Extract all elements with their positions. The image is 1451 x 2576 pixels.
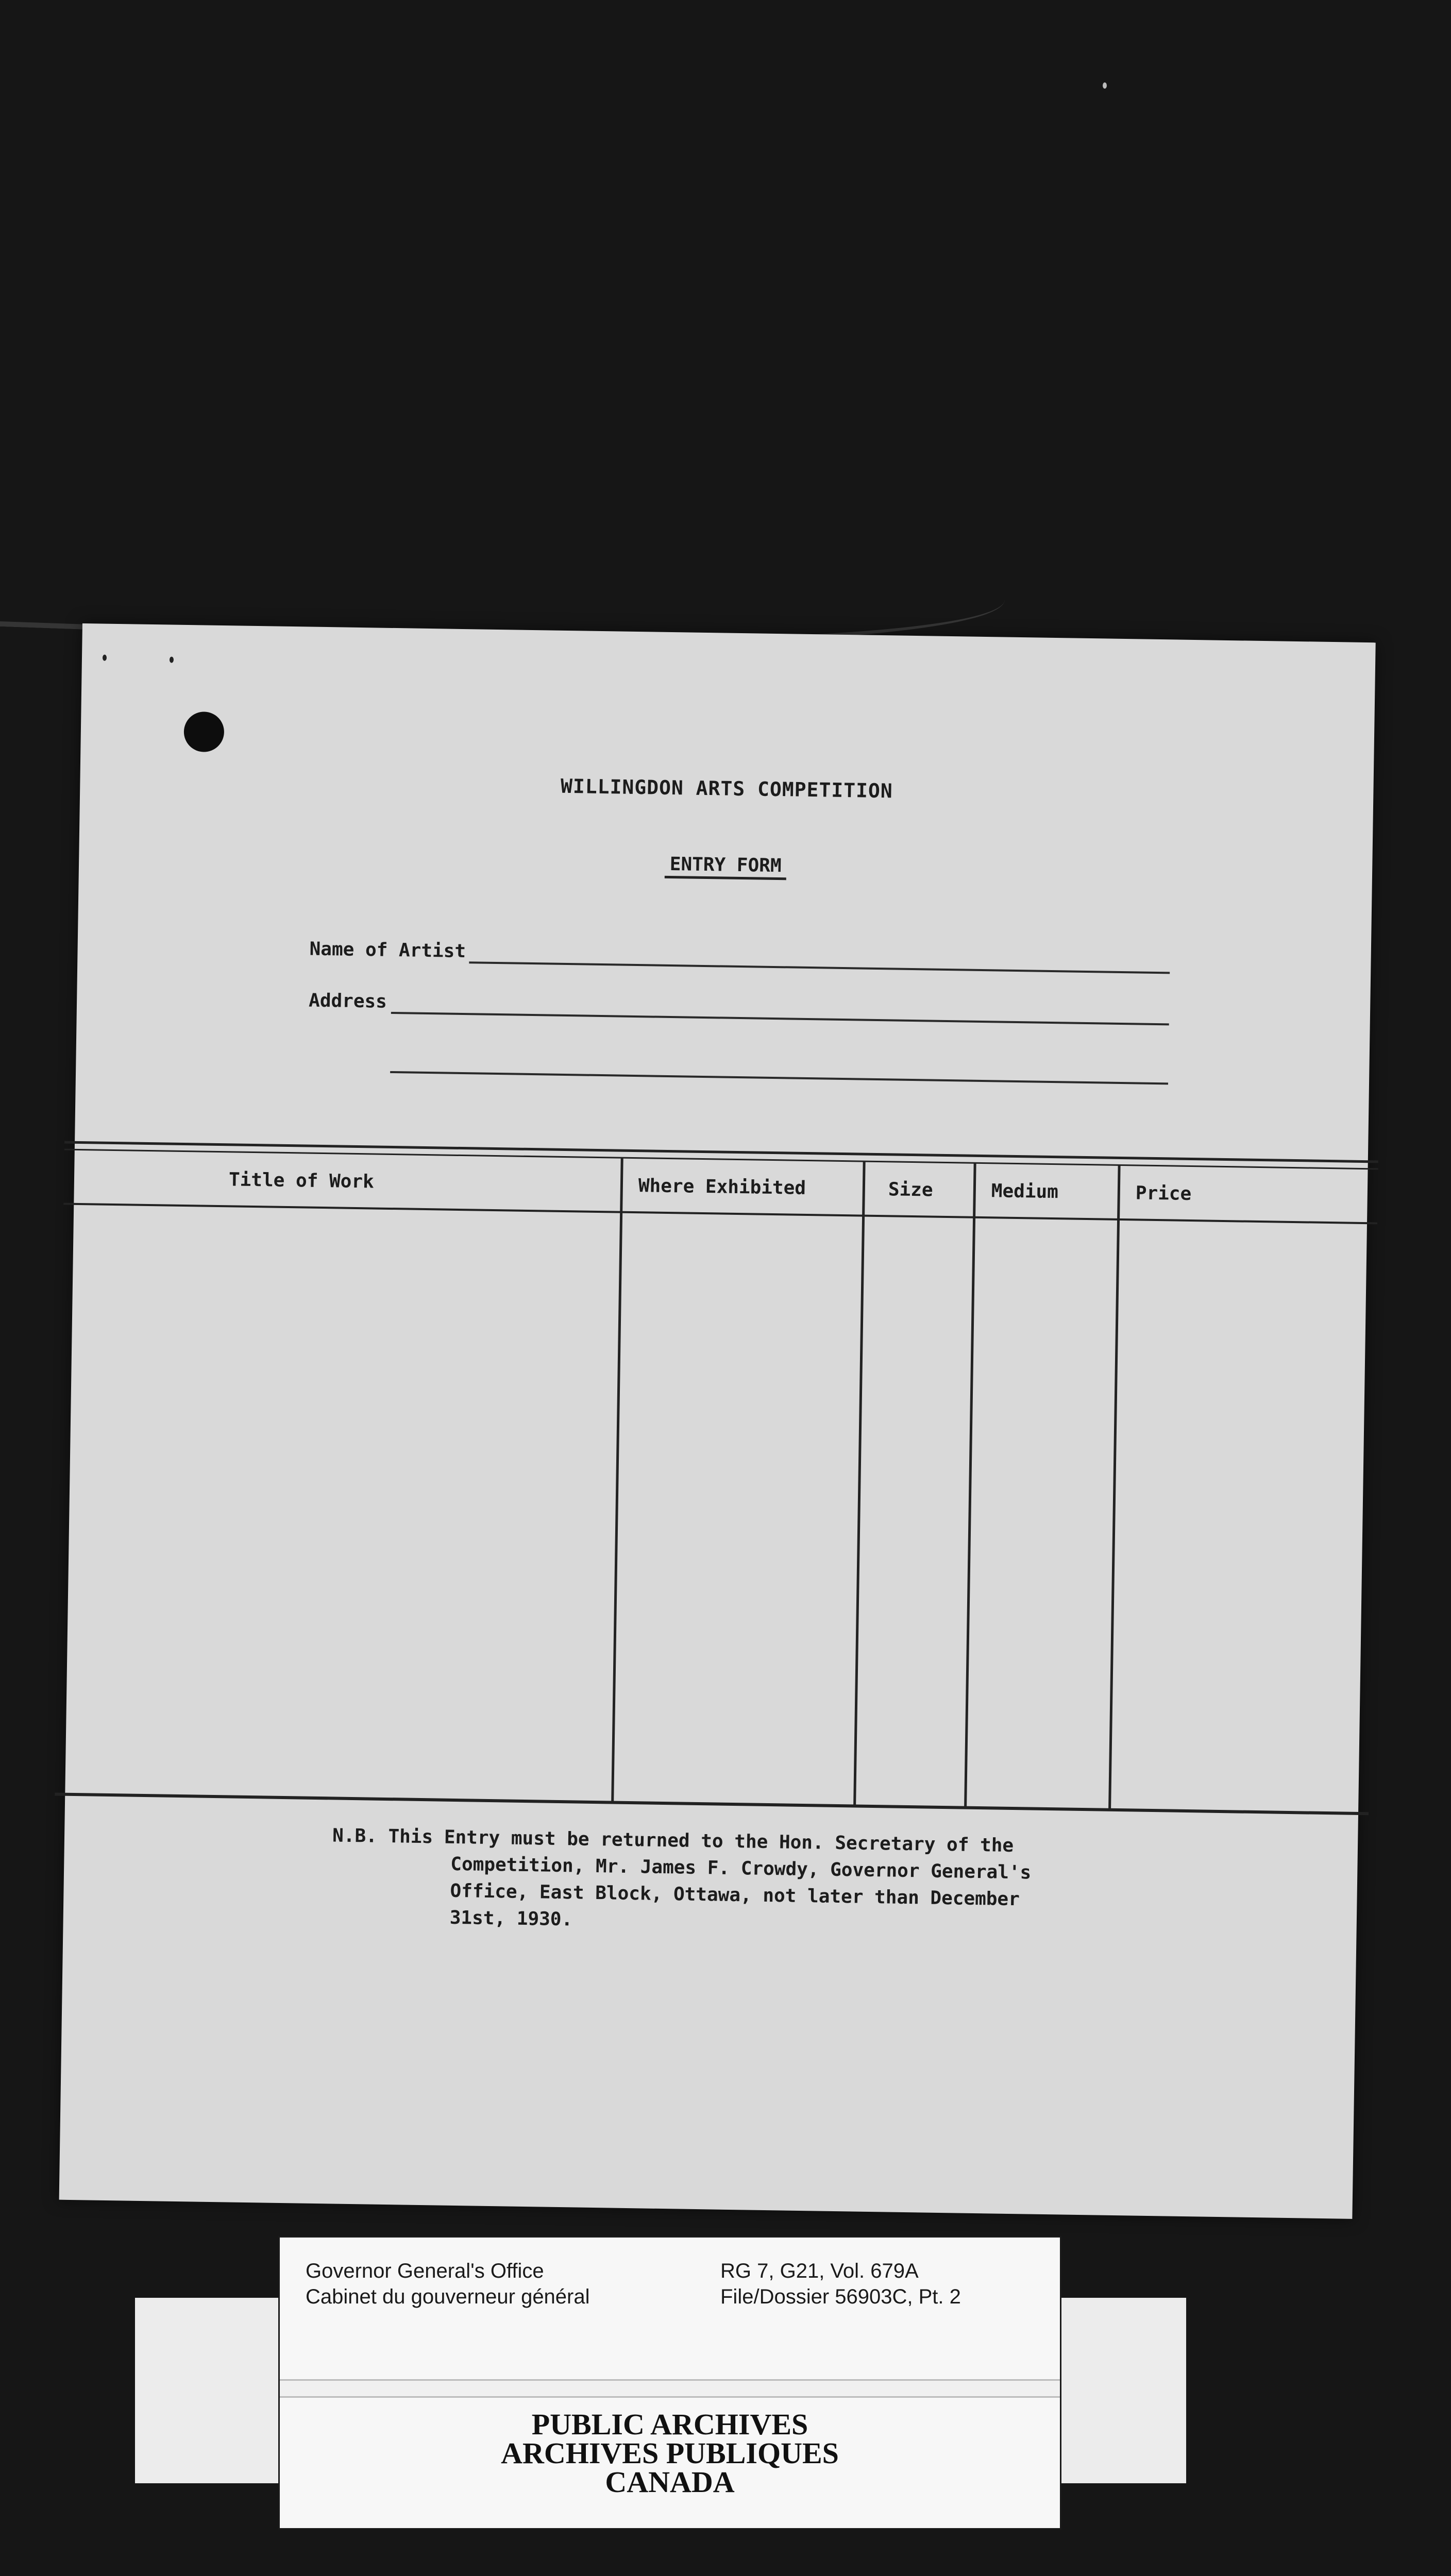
archives-name-line: PUBLIC ARCHIVES: [531, 2408, 808, 2441]
dust-speck: [1103, 82, 1107, 89]
column-header-price: Price: [1135, 1182, 1192, 1205]
note-line: N.B. This Entry must be returned to the Hon. Secretary of the: [332, 1825, 1014, 1857]
column-divider: [611, 1158, 623, 1802]
column-header-size: Size: [888, 1179, 933, 1201]
address-label: Address: [308, 990, 387, 1012]
label-divider: [280, 2379, 1060, 2398]
column-divider: [1108, 1165, 1121, 1809]
file-reference: File/Dossier 56903C, Pt. 2: [720, 2285, 961, 2308]
column-header-medium: Medium: [991, 1180, 1059, 1203]
column-header-title: Title of Work: [228, 1169, 375, 1193]
table-header-rule: [63, 1203, 1377, 1225]
note-line: 31st, 1930.: [449, 1907, 573, 1930]
address-line-1[interactable]: [391, 1012, 1169, 1025]
address-line-2[interactable]: [390, 1071, 1168, 1084]
office-name-fr: Cabinet du gouverneur général: [306, 2285, 590, 2308]
artist-name-line[interactable]: [469, 961, 1170, 974]
record-group-reference: RG 7, G21, Vol. 679A: [720, 2260, 919, 2282]
column-divider: [853, 1162, 866, 1806]
punch-hole: [183, 711, 224, 752]
form-title: WILLINGDON ARTS COMPETITION: [560, 774, 893, 803]
paper-mark: [170, 657, 174, 663]
archives-name: [280, 2410, 1060, 2497]
entry-form-sheet: [59, 623, 1376, 2219]
office-name-en: Governor General's Office: [306, 2260, 544, 2282]
note-line: Competition, Mr. James F. Crowdy, Governor General's: [450, 1853, 1032, 1884]
paper-mark: [103, 655, 107, 661]
column-header-where-exhibited: Where Exhibited: [638, 1175, 806, 1199]
column-divider: [964, 1163, 976, 1807]
archives-name-line: CANADA: [605, 2465, 735, 2499]
archive-label: [278, 2236, 1061, 2530]
form-subtitle: [79, 845, 1372, 889]
archives-name-line: ARCHIVES PUBLIQUES: [501, 2436, 839, 2470]
note-line: Office, East Block, Ottawa, not later than December: [450, 1880, 1020, 1910]
form-subtitle-text: ENTRY FORM: [664, 854, 786, 880]
artist-name-label: Name of Artist: [309, 938, 466, 962]
submission-note: [331, 1822, 1208, 1942]
table-bottom-rule: [55, 1792, 1369, 1815]
